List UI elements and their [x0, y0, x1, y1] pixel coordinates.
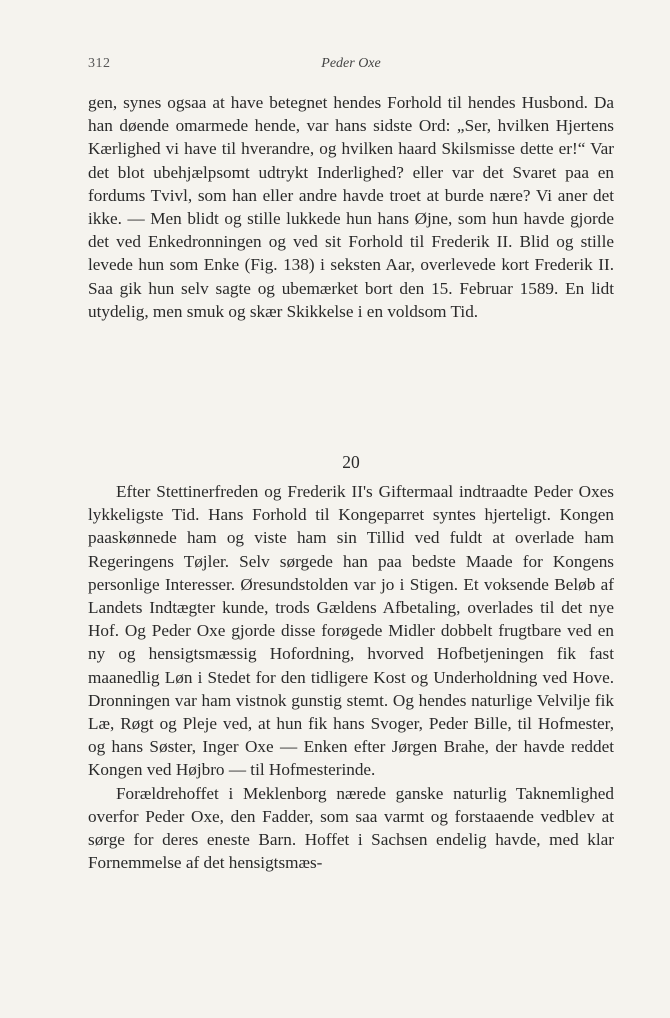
page-number: 312	[88, 56, 111, 71]
paragraph: Efter Stettinerfreden og Frederik II's Giftermaal indtraadte Peder Oxes lykkeligste Tid. Hans Forhold til Kongeparret syntes hjerteligt. Kongen paaskønnede ham og viste ham sin Tillid ved fuldt at overlade ham Regeringens Tøjler. Selv sørgede han paa bedste Maade for Kongens personlige Interesser. Øresundstolden var jo i Stigen. Et voksende Beløb af Landets Indtægter kunde, trods Gældens Afbetaling, overlades til det nye Hof. Og Peder Oxe gjorde disse forøgede Midler dobbelt frugtbare ved en ny og hensigtsmæssig Hofordning, hvorved Hofbetjeningen fik fast maanedlig Løn i Stedet for den tidligere Kost og Underholdning ved Hove. Dronningen var ham vistnok gunstig stemt. Og hendes naturlige Velvilje fik Læ, Røgt og Pleje ved, at hun fik hans Svoger, Peder Bille, til Hofmester, og hans Søster, Inger Oxe — Enken efter Jørgen Brahe, der havde reddet Kongen ved Højbro — til Hofmesterinde.	[88, 482, 614, 780]
paragraph: gen, synes ogsaa at have betegnet hendes Forhold til hendes Husbond. Da han døende omarmede hende, var hans sidste Ord: „Ser, hvilken Hjertens Kærlighed vi have til hverandre, og hvilken haard Skilsmisse dette er!“ Var det blot ubehjælpsomt udtrykt Inderlighed? eller var det Svaret paa en fordums Tvivl, som han eller andre havde troet at burde nære? Vi aner det ikke. — Men blidt og stille lukkede hun hans Øjne, som hun havde gjorde det ved Enkedronningen og ved sit Forhold til Frederik II. Blid og stille levede hun som Enke (Fig. 138) i seksten Aar, overlevede kort Frederik II. Saa gik hun selv sagte og ubemærket bort den 15. Februar 1589. En lidt utydelig, men smuk og skær Skikkelse i en voldsom Tid.	[88, 93, 614, 321]
continued-paragraph-block	[88, 91, 614, 323]
running-title: Peder Oxe	[321, 56, 381, 71]
section-number: 20	[342, 452, 360, 472]
page-header	[88, 56, 614, 78]
paragraph: Forældrehoffet i Meklenborg nærede ganske naturlig Taknemlighed overfor Peder Oxe, den Fadder, som saa varmt og forstaaende vedblev at sørge for deres eneste Barn. Hoffet i Sachsen endelig havde, med klar Fornemmelse af det hensigtsmæs-	[88, 783, 614, 873]
section-text-block	[88, 480, 614, 874]
